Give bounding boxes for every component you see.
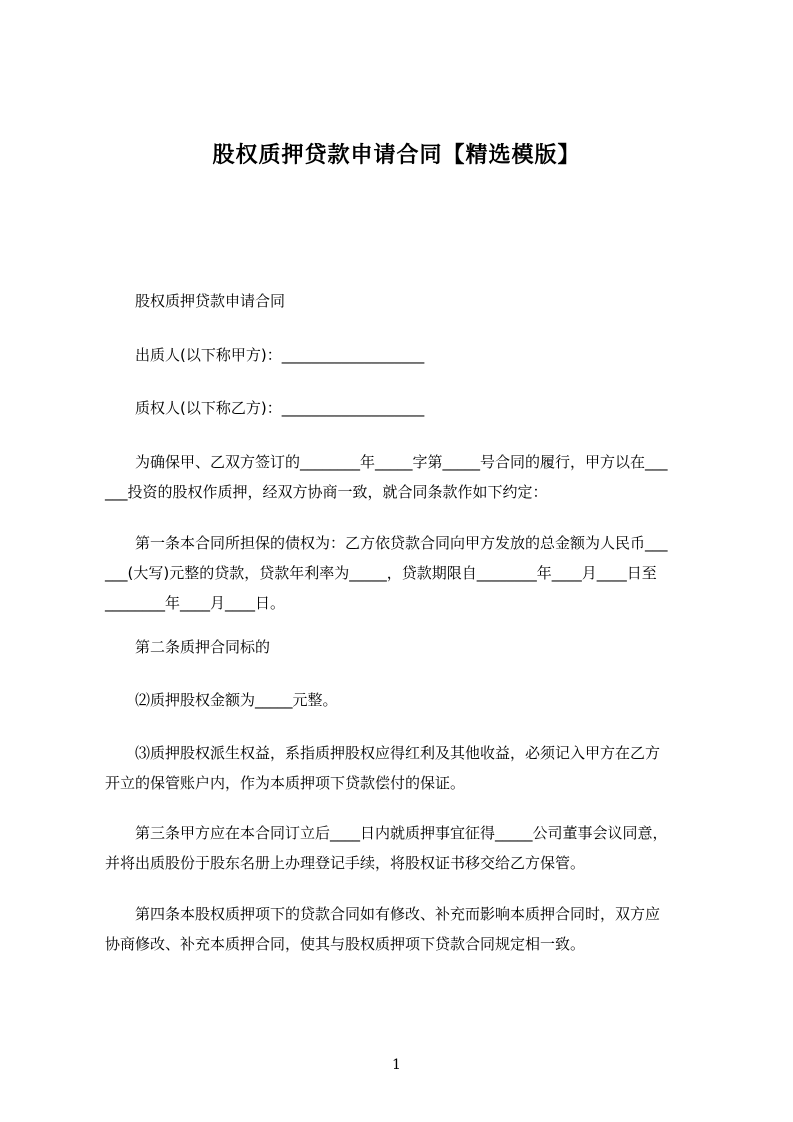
paragraph-contract-name bbox=[105, 286, 703, 316]
paragraph-article-4 bbox=[105, 899, 703, 959]
paragraph-line: 第一条本合同所担保的债权为：乙方依贷款合同向甲方发放的总金额为人民币___ bbox=[105, 534, 668, 552]
paragraph-line: 质权人(以下称乙方)：___________________ bbox=[105, 399, 425, 417]
paragraph-line: 第二条质押合同标的 bbox=[105, 638, 271, 656]
paragraph-line: 股权质押贷款申请合同 bbox=[105, 292, 286, 310]
paragraph-article-2 bbox=[105, 632, 703, 662]
paragraph-line: ___投资的股权作质押，经双方协商一致，就合同条款作如下约定： bbox=[105, 483, 548, 501]
page-number: 1 bbox=[392, 1057, 401, 1073]
paragraph-line: 并将出质股份于股东名册上办理登记手续，将股权证书移交给乙方保管。 bbox=[105, 854, 586, 872]
paragraph-preamble bbox=[105, 447, 703, 507]
paragraph-line: ⑵质押股权金额为_____元整。 bbox=[105, 691, 338, 709]
paragraph-line: 第三条甲方应在本合同订立后____日内就质押事宜征得_____公司董事会议同意， bbox=[105, 824, 668, 842]
paragraph-line: 出质人(以下称甲方)：___________________ bbox=[105, 346, 425, 364]
paragraph-line: 为确保甲、乙双方签订的________年_____字第_____号合同的履行，甲方以在___ bbox=[105, 453, 668, 471]
paragraph-pledgor bbox=[105, 340, 703, 370]
paragraph-pledgee bbox=[105, 393, 703, 423]
paragraph-item-3 bbox=[105, 738, 703, 798]
document-title: 股权质押贷款申请合同【精选模版】 bbox=[212, 143, 581, 168]
paragraph-line: 第四条本股权质押项下的贷款合同如有修改、补充而影响本质押合同时，双方应 bbox=[105, 905, 661, 923]
paragraph-line: ⑶质押股权派生权益，系指质押股权应得红利及其他收益，必须记入甲方在乙方 bbox=[105, 744, 661, 762]
paragraph-article-1 bbox=[105, 528, 703, 618]
paragraph-line: ________年____月____日。 bbox=[105, 594, 286, 612]
paragraph-line: 协商修改、补充本质押合同，使其与股权质押项下贷款合同规定相一致。 bbox=[105, 935, 586, 953]
paragraph-line: ___(大写)元整的贷款，贷款年利率为_____，贷款期限自________年____月____日至 bbox=[105, 564, 657, 582]
paragraph-article-3 bbox=[105, 818, 703, 878]
paragraph-line: 开立的保管账户内，作为本质押项下贷款偿付的保证。 bbox=[105, 774, 466, 792]
paragraph-item-2 bbox=[105, 685, 703, 715]
